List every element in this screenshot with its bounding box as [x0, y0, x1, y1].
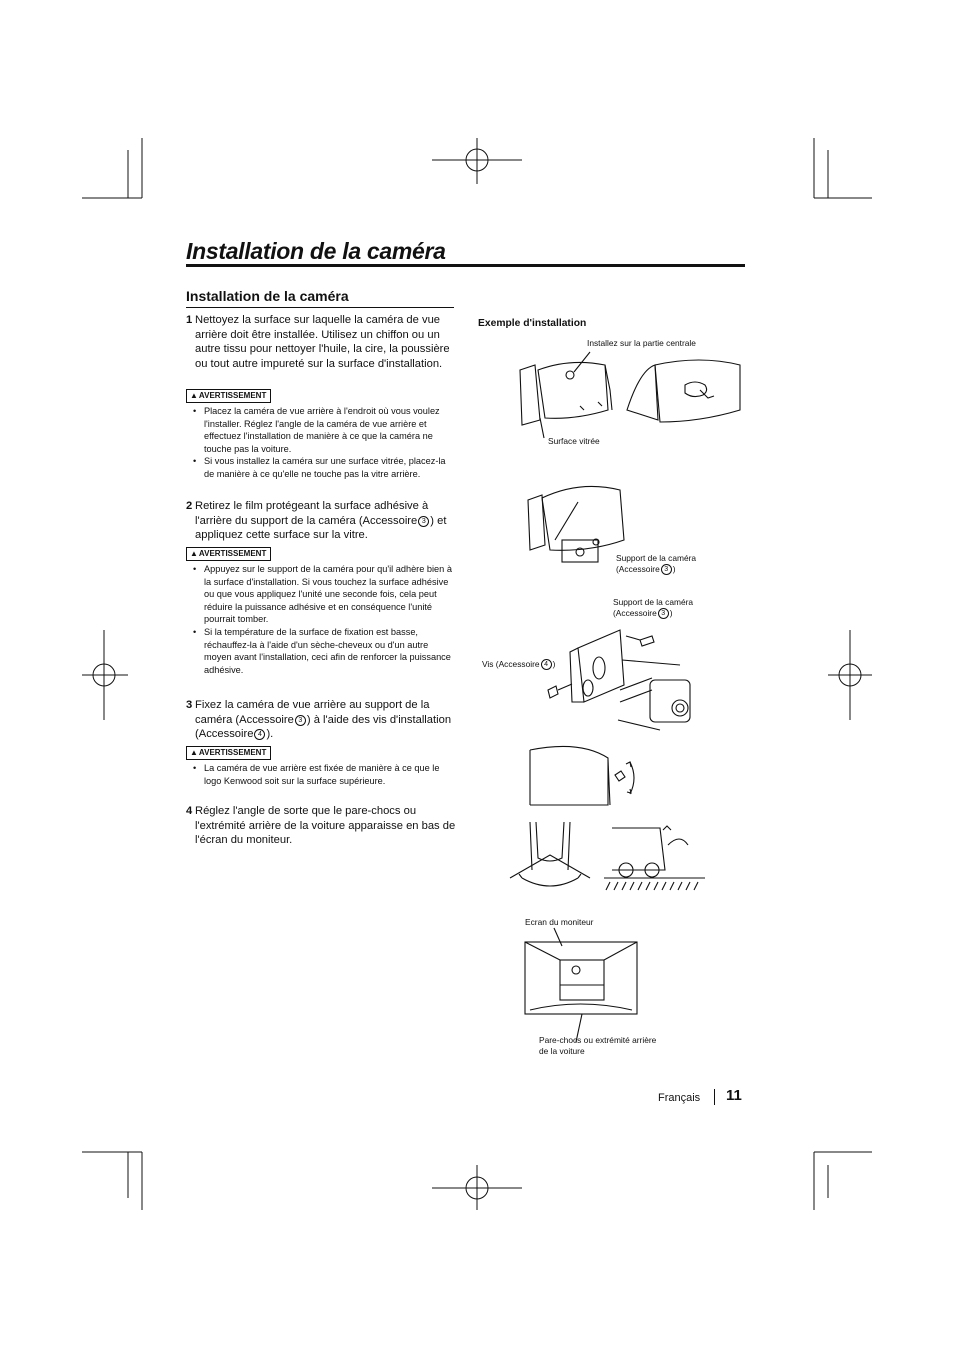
warning-badge — [186, 547, 271, 561]
accessory-number: 4 — [254, 729, 265, 740]
caption-glass-surface: Surface vitrée — [548, 436, 600, 446]
warning-triangle-icon: ▲ — [190, 391, 198, 400]
step-number: 3 — [186, 699, 193, 711]
caption-install-center: Installez sur la partie centrale — [587, 338, 696, 348]
step-number: 1 — [186, 314, 193, 326]
footer-separator — [714, 1089, 715, 1105]
warning-item: • Si la température de la surface de fixation est basse, réchauffez-la à l'aide d'un sèche-cheveux ou d'un autre moyen avant l'installation, ceci afin de renforcer la puissance adhésive. — [193, 626, 451, 675]
warning-list — [192, 563, 454, 676]
camera-angle-adjust-illustration — [530, 746, 634, 805]
warning-item: • Placez la caméra de vue arrière à l'endroit où vous voulez l'installer. Réglez l'angle de la caméra de vue arrière et effectuez l'installation de manière à ce que la caméra ne touche pas la voiture. — [193, 406, 440, 454]
step-4 — [186, 804, 458, 848]
caption-camera-bracket-1: Support de la caméra (Accessoire 3 ) — [616, 553, 697, 574]
caption-bumper: Pare-chocs ou extrémité arrière de la voiture — [539, 1035, 657, 1056]
page-title: Installation de la caméra — [186, 238, 446, 264]
warning-text: Appuyez sur le support de la caméra pour qu'il adhère bien à la surface d'installation. Si vous touchez la surface adhésive ou que vous appliquez l'unité une seconde fois, cela peut réduire la puissance adhésive et en conséquence l'unité pourrait tomber. — [204, 564, 452, 625]
warning-item: • Appuyez sur le support de la caméra pour qu'il adhère bien à la surface d'installation. Si vous touchez la surface adhésive ou que vous appliquez l'unité une seconde fois, cela peut réduire la puissance adhésive et en conséquence l'unité pourrait tomber. — [193, 564, 452, 625]
wipe-window-illustration — [627, 360, 740, 422]
van-side-view-illustration — [604, 826, 705, 890]
section-rule — [186, 307, 454, 308]
step-number: 4 — [186, 805, 193, 817]
warning-text: Si la température de la surface de fixation est basse, réchauffez-la à l'aide d'un sèche-cheveux ou d'un autre moyen avant l'installation, ceci afin de renforcer la puissance adhésive. — [204, 626, 451, 675]
warning-text: La caméra de vue arrière est fixée de manière à ce que le logo Kenwood soit sur la surface supérieure. — [204, 763, 440, 786]
warning-list — [192, 762, 454, 787]
footer-language: Français — [658, 1092, 701, 1104]
step-2 — [186, 499, 458, 543]
step-number: 2 — [186, 500, 193, 512]
warning-label: AVERTISSEMENT — [198, 748, 267, 757]
warning-list — [192, 405, 454, 481]
accessory-number: 3 — [418, 516, 429, 527]
warning-label: AVERTISSEMENT — [198, 391, 267, 400]
warning-text: Placez la caméra de vue arrière à l'endroit où vous voulez l'installer. Réglez l'angle de la caméra de vue arrière et effectuez l'installation de manière à ce que la caméra ne touche pas la voiture. — [204, 406, 440, 454]
rear-window-illustration-1 — [520, 352, 612, 438]
installation-illustrations — [500, 330, 760, 1070]
warning-badge — [186, 746, 271, 760]
accessory-number: 3 — [661, 564, 672, 575]
warning-triangle-icon: ▲ — [190, 549, 198, 558]
accessory-number: 4 — [541, 659, 552, 670]
monitor-screen-illustration — [525, 928, 637, 1042]
warning-badge — [186, 389, 271, 403]
rear-view-arc-illustration — [510, 822, 590, 886]
step-3 — [186, 698, 458, 742]
accessory-number: 3 — [295, 715, 306, 726]
step-text: Retirez le film protégeant la surface adhésive à l'arrière du support de la caméra (Accessoire 3 ) et appliquez cette surface sur la vitre. — [195, 500, 447, 542]
example-label: Exemple d'installation — [478, 318, 587, 329]
camera-bracket-assembly-illustration — [548, 630, 690, 730]
warning-label: AVERTISSEMENT — [198, 549, 267, 558]
step-text: Nettoyez la surface sur laquelle la caméra de vue arrière doit être installée. Utilisez un chiffon ou un autre tissu pour nettoyer l'huile, la cire, la poussière ou tout autre impureté sur la surface d'installation. — [195, 314, 450, 370]
page-number: 11 — [726, 1087, 742, 1104]
caption-monitor-screen: Ecran du moniteur — [525, 917, 594, 927]
warning-item: • Si vous installez la caméra sur une surface vitrée, placez-la de manière à ce qu'elle ne touche pas la vitre arrière. — [193, 456, 446, 479]
warning-text: Si vous installez la caméra sur une surface vitrée, placez-la de manière à ce qu'elle ne touche pas la vitre arrière. — [204, 456, 446, 479]
warning-item: • La caméra de vue arrière est fixée de manière à ce que le logo Kenwood soit sur la surface supérieure. — [193, 763, 440, 786]
section-heading: Installation de la caméra — [186, 288, 349, 304]
step-text: Réglez l'angle de sorte que le pare-chocs ou l'extrémité arrière de la voiture apparaisse en bas de l'écran du moniteur. — [195, 805, 456, 847]
caption-screw: Vis (Accessoire 4 ) — [482, 659, 556, 669]
step-1 — [186, 313, 458, 371]
title-rule — [186, 264, 745, 267]
bracket-on-glass-illustration — [528, 486, 624, 562]
caption-camera-bracket-2: Support de la caméra (Accessoire 3 ) — [613, 597, 694, 618]
warning-triangle-icon: ▲ — [190, 748, 198, 757]
accessory-number: 3 — [658, 608, 669, 619]
step-text: Fixez la caméra de vue arrière au support de la caméra (Accessoire 3 ) à l'aide des vis d'installation (Accessoire 4 ). — [195, 699, 452, 741]
